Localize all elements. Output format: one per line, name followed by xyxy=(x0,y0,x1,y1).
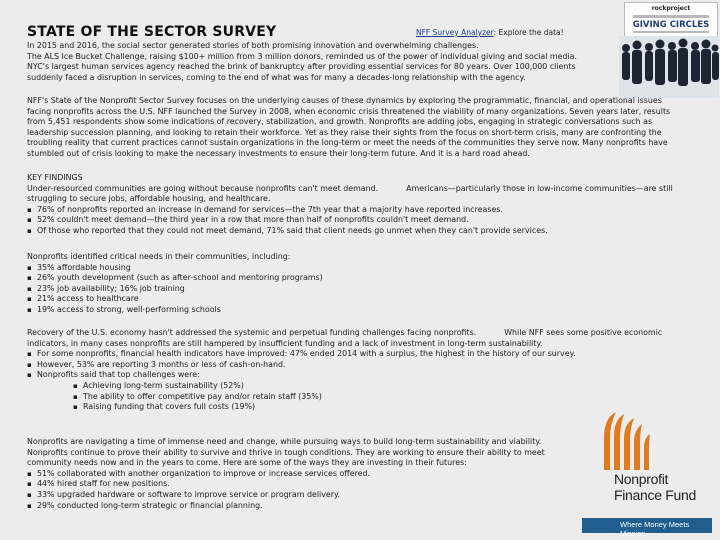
about-line: facing nonprofits across the U.S. NFF launched the Survey in 2008, when economic crisis threatened the viability of many organizations. Seven years later, results xyxy=(27,106,671,116)
intro-line: In 2015 and 2016, the social sector generated stories of both promising innovation and overwhelming challenges. xyxy=(27,41,479,50)
about-line: stumbled out of crisis looking to make the necessary investments to ensure their long-term future. And it is a hard road ahead. xyxy=(27,148,530,158)
key-findings-lead-b: Americans—particularly those in low-income communities—are still xyxy=(406,183,673,193)
about-paragraph xyxy=(27,96,692,160)
giving-circles-logo xyxy=(624,2,718,37)
nff-tagline: Where Money Meets Mission xyxy=(620,520,690,538)
needs-section xyxy=(27,252,692,316)
about-line: NFF's State of the Nonprofit Sector Survey focuses on the underlying causes of these dynamics by exploring the programmatic, financial, and operational issues xyxy=(27,96,662,105)
list-item: ▪ 23% job availability; 16% job training xyxy=(27,284,692,295)
list-item: ▪ 33% upgraded hardware or software to improve service or program delivery. xyxy=(27,490,587,501)
intro-line: The ALS Ice Bucket Challenge, raising $100+ million from 3 million donors, reminded us of the power of individual giving and social media. xyxy=(27,51,578,61)
recovery-lead xyxy=(27,328,692,339)
list-item: ▪ 52% couldn't meet demand—the third year in a row that more than half of nonprofits couldn't meet demand. xyxy=(27,215,692,226)
nff-name-line2: Finance Fund xyxy=(614,487,697,503)
about-line: leadership succession planning, and looking to retain their workforce. Yet as they raise their sights from the focus on short-term crisis, many are confronting the xyxy=(27,127,662,137)
list-item: ▪ Of those who reported that they could not meet demand, 71% said that client needs go unmet when they can't provide services. xyxy=(27,226,692,237)
needs-lead: Nonprofits identified critical needs in their communities, including: xyxy=(27,252,291,261)
navigating-line: community needs now and in the years to come. Here are some of the ways they are investing in their futures: xyxy=(27,458,467,468)
key-findings-heading: KEY FINDINGS xyxy=(27,173,83,182)
list-item: ▪ 26% youth development (such as after-school and mentoring programs) xyxy=(27,273,692,284)
recovery-lead-cont: indicators, in many cases nonprofits are still hampered by insufficient funding and a lack of investment in long-term sustainability. xyxy=(27,338,543,348)
page-title: STATE OF THE SECTOR SURVEY xyxy=(27,24,277,40)
banner-rule-bottom xyxy=(633,31,709,33)
banner-name: GIVING CIRCLES xyxy=(632,20,710,30)
nff-flame-icon xyxy=(594,408,674,472)
recovery-lead-a: Recovery of the U.S. economy hasn't addressed the systemic and perpetual funding challenges facing nonprofits. xyxy=(27,328,477,337)
sub-list-item: ▪ Achieving long-term sustainability (52%) xyxy=(27,381,692,392)
sub-list-item: ▪ The ability to offer competitive pay and/or retain staff (35%) xyxy=(27,392,692,403)
about-line: from 5,451 respondents show some indications of recovery, stabilization, and growth. Nonprofits are adding jobs, engaging in strategic conversations such as xyxy=(27,117,653,127)
list-item: ▪ For some nonprofits, financial health indicators have improved: 47% ended 2014 with a surplus, the highest in the history of our survey. xyxy=(27,349,692,360)
key-findings-lead-cont: struggling to secure jobs, affordable housing, and healthcare. xyxy=(27,194,271,204)
list-item: ▪ 44% hired staff for new positions. xyxy=(27,479,587,490)
nff-tagline-bar xyxy=(582,518,712,538)
recovery-section xyxy=(27,328,692,413)
list-item: ▪ 76% of nonprofits reported an increase in demand for services—the 7th year that a majority have reported increases. xyxy=(27,205,692,216)
nff-logo xyxy=(582,408,712,536)
list-item: ▪ Nonprofits said that top challenges were: xyxy=(27,370,692,381)
banner-rule xyxy=(633,15,709,18)
list-item: ▪ 19% access to strong, well-performing schools xyxy=(27,305,692,316)
navigating-section xyxy=(27,437,587,511)
recovery-lead-b: While NFF sees some positive economic xyxy=(504,328,663,337)
intro-paragraph xyxy=(27,41,602,83)
navigating-line: Nonprofits are navigating a time of immense need and change, while pursuing ways to build long-term sustainability and viability. xyxy=(27,437,542,446)
navigating-line: Nonprofits continue to prove their ability to survive and thrive in tough conditions. They are working to ensure their ability to meet xyxy=(27,447,545,457)
banner-org: rockproject xyxy=(651,5,691,12)
key-findings-section xyxy=(27,173,692,237)
list-item: ▪ 51% collaborated with another organization to improve or increase services offered. xyxy=(27,469,587,480)
giving-circles-banner xyxy=(619,2,719,98)
survey-analyzer-line xyxy=(416,28,564,37)
intro-line: NYC's largest human services agency reached the brink of bankruptcy after providing essential services for 80 years. Over 100,000 clients xyxy=(27,62,576,72)
survey-analyzer-link[interactable]: NFF Survey Analyzer xyxy=(416,28,494,37)
people-silhouettes-icon xyxy=(619,36,719,98)
list-item: ▪ 29% conducted long-term strategic or financial planning. xyxy=(27,501,587,512)
list-item: ▪ However, 53% are reporting 3 months or less of cash-on-hand. xyxy=(27,360,692,371)
survey-analyzer-suffix: : Explore the data! xyxy=(493,28,564,37)
intro-line: suddenly faced a disruption in services, coming to the end of what was for many a decades-long relationship with the agency. xyxy=(27,72,526,82)
key-findings-lead xyxy=(27,184,692,195)
about-line: troubling reality that current practices cannot sustain organizations in the long-term or meet the needs of the communities they serve now. Many nonprofits have xyxy=(27,138,668,148)
list-item: ▪ 35% affordable housing xyxy=(27,263,692,274)
list-item: ▪ 21% access to healthcare xyxy=(27,294,692,305)
nff-name-line1: Nonprofit xyxy=(614,471,669,487)
key-findings-lead-a: Under-resourced communities are going without because nonprofits can't meet demand. xyxy=(27,183,379,193)
sub-list-item: ▪ Raising funding that covers full costs (19%) xyxy=(27,402,692,413)
